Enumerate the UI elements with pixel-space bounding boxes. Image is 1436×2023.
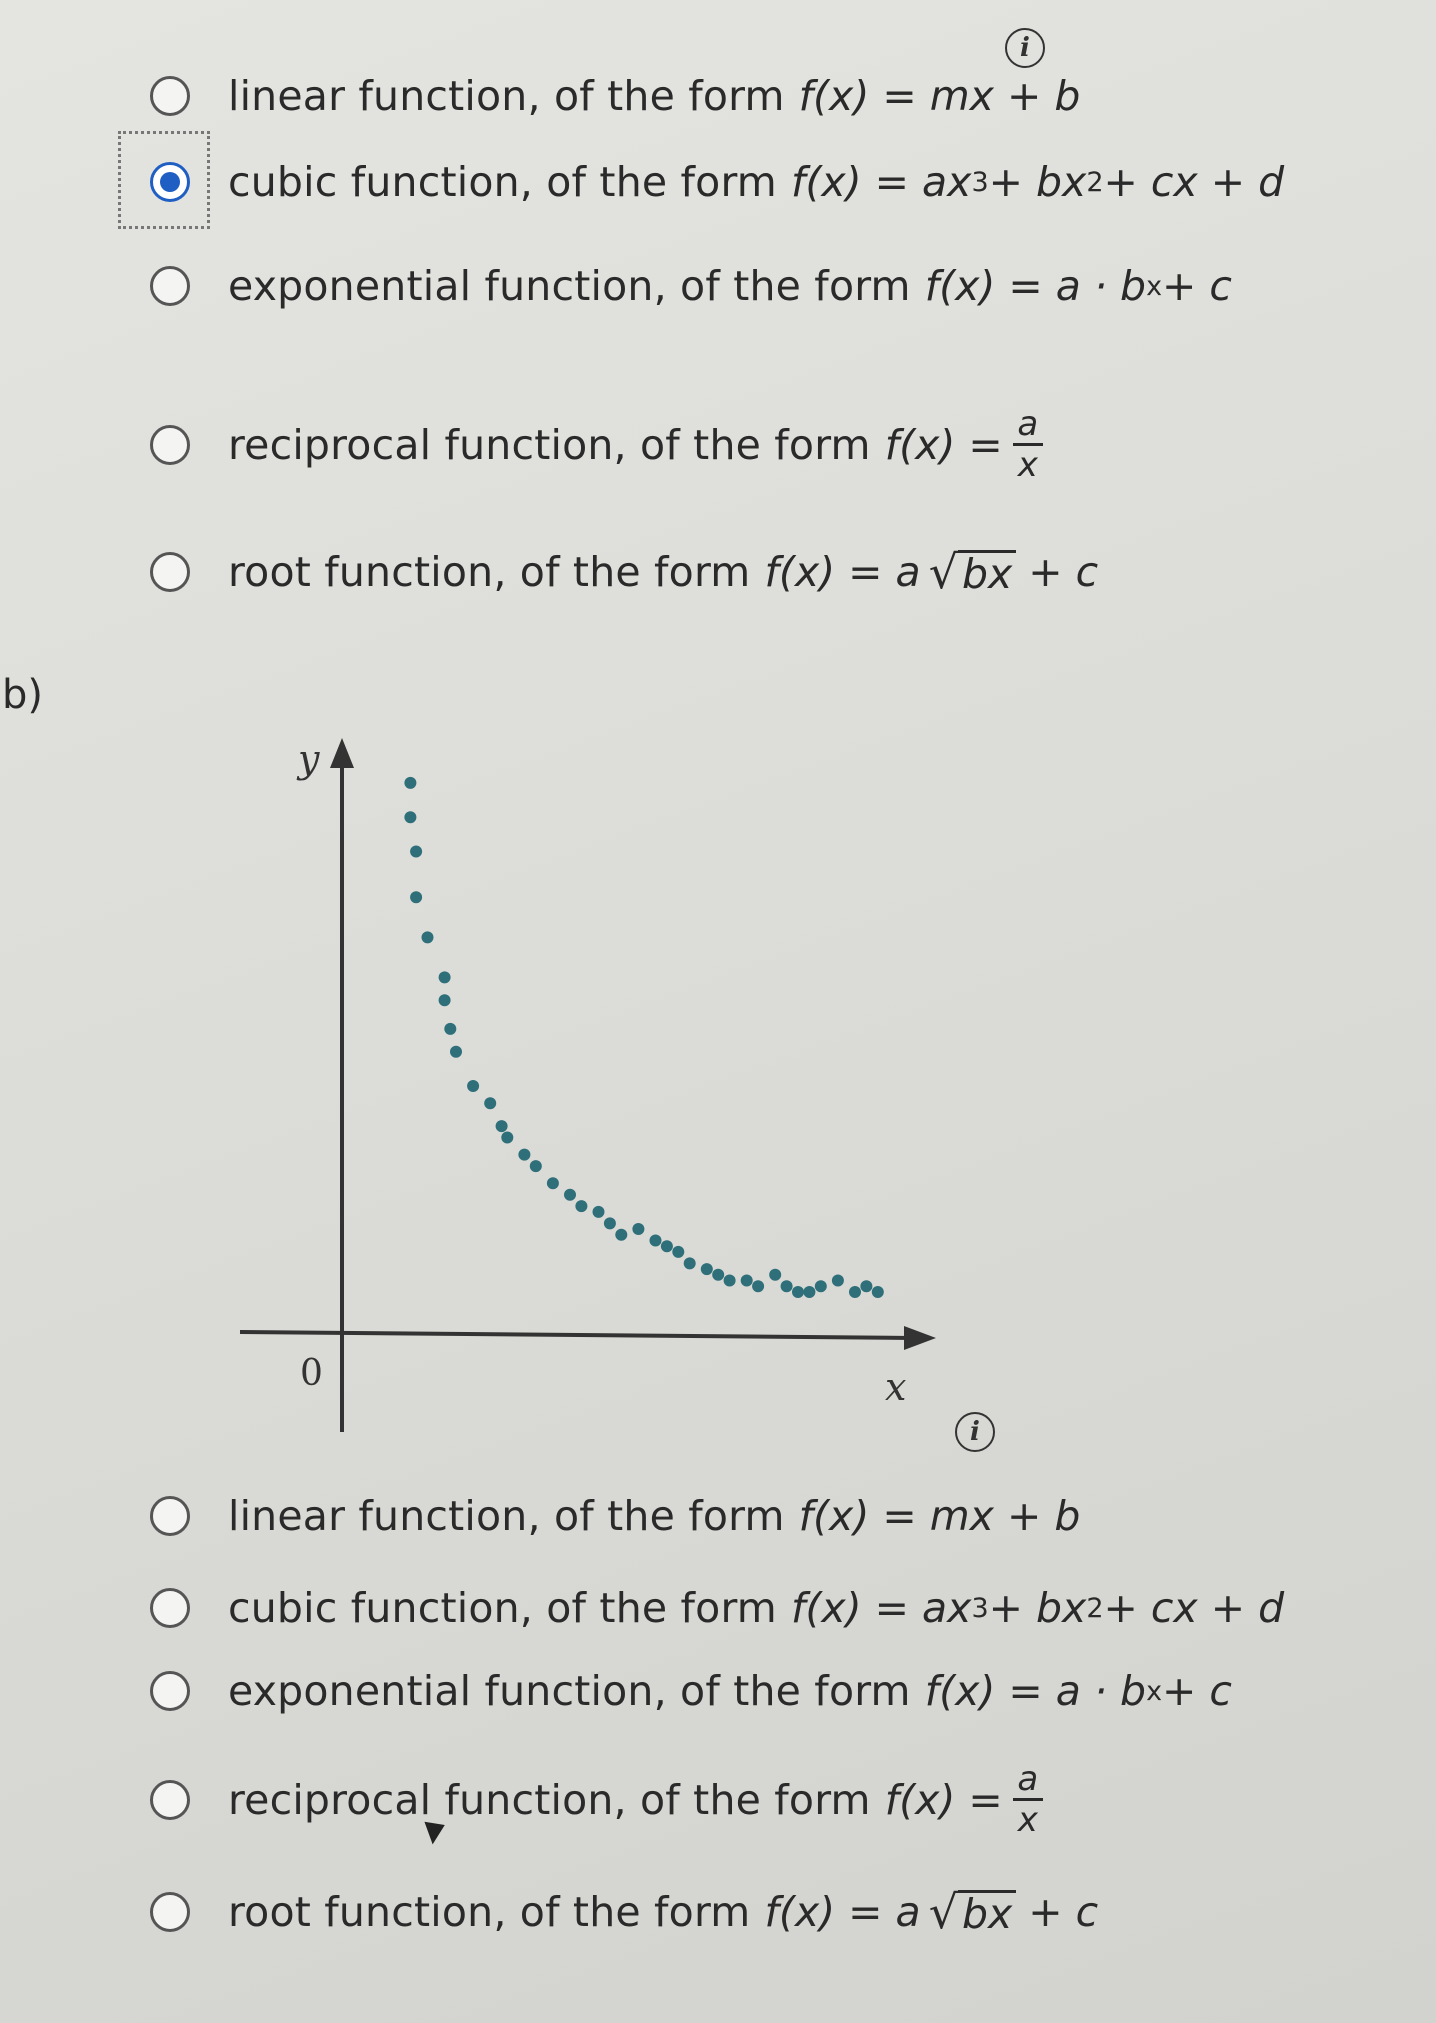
data-point	[684, 1257, 696, 1269]
data-point	[450, 1046, 462, 1058]
data-point	[650, 1234, 662, 1246]
radio-button[interactable]	[150, 425, 190, 465]
data-point	[547, 1177, 559, 1189]
option-formula: f(x) = mx + b	[798, 1492, 1081, 1540]
data-point	[632, 1223, 644, 1235]
option-b-exponential[interactable]	[150, 1667, 1232, 1715]
option-b-cubic[interactable]	[150, 1584, 1284, 1632]
data-point	[518, 1149, 530, 1161]
data-point	[439, 994, 451, 1006]
radio-button-selected[interactable]	[150, 162, 190, 202]
option-a-root[interactable]	[150, 545, 1098, 599]
option-formula: f(x) = a √ bx + c	[764, 545, 1099, 599]
data-point	[815, 1280, 827, 1292]
data-point	[575, 1200, 587, 1212]
option-formula: f(x) = ax 3 + bx 2 + cx + d	[790, 1584, 1285, 1632]
data-point	[564, 1189, 576, 1201]
data-point	[410, 891, 422, 903]
data-point	[422, 931, 434, 943]
info-icon-top[interactable]: i	[1005, 28, 1045, 68]
data-point	[404, 811, 416, 823]
y-axis-arrow	[330, 738, 354, 768]
option-label: reciprocal function, of the form	[228, 420, 871, 469]
data-point	[439, 971, 451, 983]
data-point	[769, 1269, 781, 1281]
option-a-cubic[interactable]	[150, 158, 1284, 206]
option-b-reciprocal[interactable]	[150, 1760, 1043, 1839]
data-point	[849, 1286, 861, 1298]
part-b-label: b)	[2, 672, 43, 718]
data-point	[530, 1160, 542, 1172]
data-point	[404, 777, 416, 789]
radio-button[interactable]	[150, 266, 190, 306]
option-label: linear function, of the form	[228, 1492, 785, 1540]
data-point	[860, 1280, 872, 1292]
data-point	[593, 1206, 605, 1218]
data-point	[484, 1097, 496, 1109]
data-point	[792, 1286, 804, 1298]
data-point	[661, 1240, 673, 1252]
data-point	[444, 1023, 456, 1035]
option-b-linear[interactable]	[150, 1492, 1080, 1540]
data-point	[604, 1217, 616, 1229]
option-formula: f(x) = $\frac{a}{x}$	[885, 405, 1043, 484]
x-axis-label: x	[885, 1365, 907, 1409]
radio-button[interactable]	[150, 552, 190, 592]
radio-button[interactable]	[150, 1496, 190, 1536]
option-label: cubic function, of the form	[228, 158, 777, 206]
option-label: root function, of the form	[228, 1888, 751, 1936]
scatter-plot	[230, 720, 950, 1440]
data-point	[781, 1280, 793, 1292]
option-formula: f(x) = $\frac{a}{x}$	[885, 1760, 1043, 1839]
option-b-root[interactable]	[150, 1885, 1098, 1939]
option-label: root function, of the form	[228, 548, 751, 596]
radio-button[interactable]	[150, 76, 190, 116]
option-label: exponential function, of the form	[228, 262, 911, 310]
option-label: linear function, of the form	[228, 72, 785, 120]
option-formula: f(x) = a · b x + c	[924, 262, 1232, 310]
option-a-linear[interactable]	[150, 72, 1080, 120]
data-point	[410, 846, 422, 858]
option-a-exponential[interactable]	[150, 262, 1232, 310]
data-point	[752, 1280, 764, 1292]
option-a-reciprocal[interactable]	[150, 405, 1043, 484]
option-label: exponential function, of the form	[228, 1667, 911, 1715]
data-point	[712, 1269, 724, 1281]
option-formula: f(x) = a √ bx + c	[764, 1885, 1099, 1939]
data-point	[832, 1275, 844, 1287]
data-point	[741, 1275, 753, 1287]
radio-button[interactable]	[150, 1892, 190, 1932]
data-point	[501, 1132, 513, 1144]
option-label: cubic function, of the form	[228, 1584, 777, 1632]
data-point	[724, 1275, 736, 1287]
data-points	[404, 777, 883, 1298]
option-formula: f(x) = mx + b	[798, 72, 1081, 120]
radio-button[interactable]	[150, 1588, 190, 1628]
option-label: reciprocal function, of the form	[228, 1775, 871, 1824]
radio-selected-dot	[160, 172, 180, 192]
data-point	[803, 1286, 815, 1298]
data-point	[467, 1080, 479, 1092]
data-point	[615, 1229, 627, 1241]
data-point	[701, 1263, 713, 1275]
option-formula: f(x) = ax 3 + bx 2 + cx + d	[790, 158, 1285, 206]
origin-label: 0	[300, 1353, 323, 1394]
data-point	[672, 1246, 684, 1258]
data-point	[496, 1120, 508, 1132]
info-icon-graph[interactable]: i	[955, 1412, 995, 1452]
data-point	[872, 1286, 884, 1298]
radio-button[interactable]	[150, 1780, 190, 1820]
radio-button[interactable]	[150, 1671, 190, 1711]
y-axis-label: y	[298, 737, 320, 781]
option-formula: f(x) = a · b x + c	[924, 1667, 1232, 1715]
x-axis-arrow	[904, 1326, 936, 1350]
